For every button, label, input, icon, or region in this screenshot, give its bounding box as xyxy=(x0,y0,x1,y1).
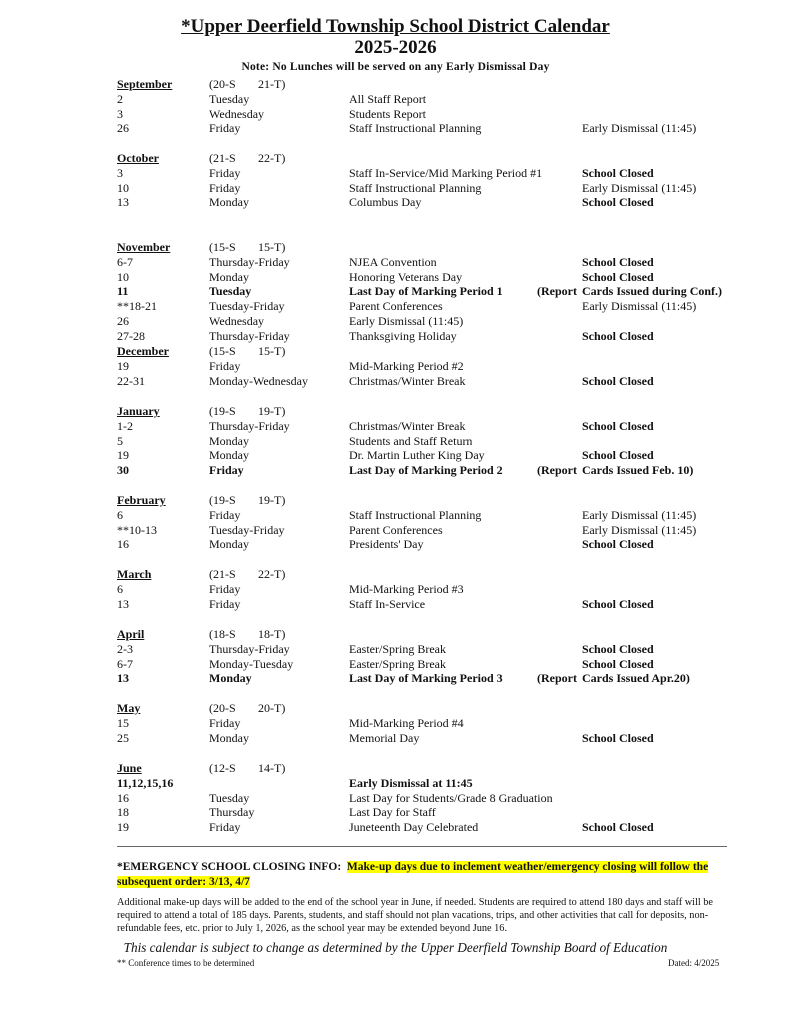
event-weekday: Friday xyxy=(209,165,241,180)
student-days-count: (21-S xyxy=(209,567,236,581)
calendar-row xyxy=(117,359,717,374)
event-weekday: Tuesday xyxy=(209,91,250,106)
event-weekday: Friday xyxy=(209,358,241,373)
month-section-may xyxy=(117,701,717,745)
calendar-row xyxy=(117,523,717,538)
event-weekday: Friday xyxy=(209,596,241,611)
event-description: Early Dismissal (11:45) xyxy=(349,313,464,328)
event-weekday: Tuesday xyxy=(209,284,252,299)
emergency-label: *EMERGENCY SCHOOL CLOSING INFO: xyxy=(117,861,342,873)
event-status: Early Dismissal (11:45) xyxy=(582,522,697,537)
event-status: School Closed xyxy=(582,328,654,343)
event-weekday: Thursday-Friday xyxy=(209,418,290,433)
event-date: **10-13 xyxy=(117,522,157,537)
event-date: 19 xyxy=(117,448,129,463)
event-weekday: Monday xyxy=(209,671,252,686)
event-date: 25 xyxy=(117,730,129,745)
calendar-row xyxy=(117,642,717,657)
event-status: Cards Issued Feb. 10) xyxy=(582,463,694,478)
calendar-row xyxy=(117,805,717,820)
event-description: Parent Conferences xyxy=(349,299,443,314)
event-weekday: Monday xyxy=(209,537,249,552)
month-section-december xyxy=(117,344,717,388)
event-weekday: Friday xyxy=(209,820,241,835)
month-header xyxy=(117,240,717,255)
teacher-days-count: 21-T) xyxy=(258,77,286,91)
month-section-september xyxy=(117,77,717,136)
report-note: (Report xyxy=(537,284,577,299)
divider-line xyxy=(117,846,727,847)
calendar-row xyxy=(117,463,717,478)
event-description: Memorial Day xyxy=(349,730,420,745)
event-weekday: Tuesday xyxy=(209,790,250,805)
event-date: 13 xyxy=(117,195,129,210)
student-days-count: (19-S xyxy=(209,493,236,507)
event-description: Staff In-Service/Mid Marking Period #1 xyxy=(349,165,543,180)
event-description: Mid-Marking Period #4 xyxy=(349,715,464,730)
calendar-row xyxy=(117,776,717,791)
additional-makeup-info: Additional make-up days will be added to the end of the school year in June, if needed. Students are required to attend 180 days and staff will be required to attend a total of 185 days. Parents, students, and staff should not plan vacations, trips, and other activities that call for deposits, non-refundable fees, etc. prior to July 1, 2026, as the school year may be extended beyond June 16. xyxy=(117,897,714,934)
event-description: Christmas/Winter Break xyxy=(349,373,466,388)
month-name: June xyxy=(117,761,142,775)
calendar-row xyxy=(117,270,717,285)
event-date: 13 xyxy=(117,596,129,611)
calendar-row xyxy=(117,716,717,731)
event-date: 26 xyxy=(117,121,129,136)
event-weekday: Monday xyxy=(209,448,249,463)
calendar-row xyxy=(117,434,717,449)
event-description: Columbus Day xyxy=(349,195,422,210)
event-description: Parent Conferences xyxy=(349,522,443,537)
event-weekday: Thursday-Friday xyxy=(209,328,290,343)
event-weekday: Thursday xyxy=(209,805,255,820)
event-status: School Closed xyxy=(582,820,654,835)
emergency-text: Make-up days due to inclement weather/emergency closing will follow the subsequent order: 3/13, 4/7 xyxy=(117,861,709,888)
teacher-days-count: 15-T) xyxy=(258,240,286,254)
calendar-row xyxy=(117,329,717,344)
event-description: Staff Instructional Planning xyxy=(349,180,482,195)
month-header xyxy=(117,701,717,716)
calendar-row xyxy=(117,255,717,270)
report-note: (Report xyxy=(537,463,577,478)
calendar-row xyxy=(117,508,717,523)
event-description: Staff Instructional Planning xyxy=(349,121,482,136)
student-days-count: (15-S xyxy=(209,344,236,358)
teacher-days-count: 14-T) xyxy=(258,761,286,775)
event-description: Students Report xyxy=(349,106,426,121)
student-days-count: (12-S xyxy=(209,761,236,775)
event-date: 30 xyxy=(117,463,129,478)
event-description: Last Day for Students/Grade 8 Graduation xyxy=(349,790,553,805)
event-weekday: Thursday-Friday xyxy=(209,254,290,269)
event-description: Easter/Spring Break xyxy=(349,641,446,656)
month-header xyxy=(117,404,717,419)
event-status: School Closed xyxy=(582,656,654,671)
school-year: 2025-2026 xyxy=(354,37,437,58)
event-status: Early Dismissal (11:45) xyxy=(582,121,697,136)
event-weekday: Monday xyxy=(209,730,249,745)
event-status: School Closed xyxy=(582,596,654,611)
event-date: 10 xyxy=(117,180,129,195)
event-date: 6-7 xyxy=(117,254,133,269)
report-note: (Report xyxy=(537,671,577,686)
month-section-october xyxy=(117,151,717,210)
month-header xyxy=(117,567,717,582)
calendar-row xyxy=(117,820,717,835)
event-description: All Staff Report xyxy=(349,91,427,106)
calendar-row xyxy=(117,195,717,210)
event-weekday: Monday xyxy=(209,269,249,284)
student-days-count: (21-S xyxy=(209,151,236,165)
event-date: 3 xyxy=(117,165,123,180)
event-date: 5 xyxy=(117,433,123,448)
event-description: Thanksgiving Holiday xyxy=(349,328,457,343)
event-status: School Closed xyxy=(582,641,654,656)
month-header xyxy=(117,344,717,359)
event-status: School Closed xyxy=(582,269,654,284)
event-date: 13 xyxy=(117,671,129,686)
month-name: January xyxy=(117,404,160,418)
event-weekday: Friday xyxy=(209,715,241,730)
student-days-count: (20-S xyxy=(209,701,236,715)
calendar-row xyxy=(117,537,717,552)
event-status: School Closed xyxy=(582,254,654,269)
event-status: Cards Issued during Conf.) xyxy=(582,284,723,299)
event-weekday: Monday-Wednesday xyxy=(209,373,309,388)
event-date: 2 xyxy=(117,91,123,106)
month-header xyxy=(117,151,717,166)
event-status: Cards Issued Apr.20) xyxy=(582,671,690,686)
emergency-info xyxy=(117,860,732,890)
calendar-row xyxy=(117,597,717,612)
month-header xyxy=(117,627,717,642)
event-date: 10 xyxy=(117,269,129,284)
student-days-count: (19-S xyxy=(209,404,236,418)
calendar-row xyxy=(117,731,717,746)
event-description: Early Dismissal at 11:45 xyxy=(349,775,473,790)
event-description: Staff Instructional Planning xyxy=(349,507,482,522)
month-name: February xyxy=(117,493,166,507)
event-status: School Closed xyxy=(582,373,654,388)
calendar-row xyxy=(117,166,717,181)
event-weekday: Thursday-Friday xyxy=(209,641,290,656)
event-status: School Closed xyxy=(582,195,654,210)
event-status: Early Dismissal (11:45) xyxy=(582,180,697,195)
month-section-february xyxy=(117,493,717,552)
event-date: 6 xyxy=(117,581,123,596)
event-description: Staff In-Service xyxy=(349,596,426,611)
calendar-row xyxy=(117,92,717,107)
event-weekday: Tuesday-Friday xyxy=(209,522,285,537)
student-days-count: (20-S xyxy=(209,77,236,91)
month-name: November xyxy=(117,240,171,254)
event-description: Easter/Spring Break xyxy=(349,656,446,671)
event-date: 3 xyxy=(117,106,123,121)
event-description: Honoring Veterans Day xyxy=(349,269,463,284)
event-date: 27-28 xyxy=(117,328,145,343)
month-section-march xyxy=(117,567,717,611)
calendar-row xyxy=(117,121,717,136)
calendar-row xyxy=(117,314,717,329)
student-days-count: (18-S xyxy=(209,627,236,641)
event-description: Last Day of Marking Period 2 xyxy=(349,463,503,478)
month-section-january xyxy=(117,404,717,478)
event-date: 26 xyxy=(117,313,129,328)
event-weekday: Friday xyxy=(209,507,241,522)
event-status: School Closed xyxy=(582,448,654,463)
month-section-june xyxy=(117,761,717,835)
event-weekday: Monday xyxy=(209,433,249,448)
calendar-row xyxy=(117,181,717,196)
event-date: 6 xyxy=(117,507,123,522)
event-date: 18 xyxy=(117,805,129,820)
event-status: School Closed xyxy=(582,730,654,745)
event-weekday: Monday-Tuesday xyxy=(209,656,294,671)
month-header xyxy=(117,77,717,92)
month-section-november xyxy=(117,240,723,344)
teacher-days-count: 20-T) xyxy=(258,701,286,715)
event-weekday: Monday xyxy=(209,195,249,210)
event-weekday: Wednesday xyxy=(209,313,265,328)
calendar-row xyxy=(117,284,723,299)
event-date: 19 xyxy=(117,358,129,373)
month-name: May xyxy=(117,701,141,715)
teacher-days-count: 18-T) xyxy=(258,627,286,641)
event-description: Last Day of Marking Period 3 xyxy=(349,671,503,686)
event-date: 16 xyxy=(117,537,129,552)
month-name: October xyxy=(117,151,159,165)
calendar-row xyxy=(117,107,717,122)
disclaimer: This calendar is subject to change as determined by the Upper Deerfield Township Board of Education xyxy=(123,940,668,955)
event-description: Students and Staff Return xyxy=(349,433,473,448)
month-name: September xyxy=(117,77,173,91)
event-status: Early Dismissal (11:45) xyxy=(582,299,697,314)
teacher-days-count: 22-T) xyxy=(258,567,286,581)
event-date: **18-21 xyxy=(117,299,157,314)
event-date: 11,12,15,16 xyxy=(117,775,174,790)
event-date: 1-2 xyxy=(117,418,133,433)
month-header xyxy=(117,761,717,776)
event-weekday: Tuesday-Friday xyxy=(209,299,285,314)
calendar-row xyxy=(117,448,717,463)
event-date: 22-31 xyxy=(117,373,145,388)
event-weekday: Friday xyxy=(209,581,241,596)
event-weekday: Friday xyxy=(209,463,244,478)
event-date: 2-3 xyxy=(117,641,133,656)
event-date: 11 xyxy=(117,284,129,299)
event-weekday: Friday xyxy=(209,121,241,136)
event-description: Dr. Martin Luther King Day xyxy=(349,448,485,463)
calendar-row xyxy=(117,657,717,672)
month-section-april xyxy=(117,627,717,686)
event-weekday: Friday xyxy=(209,180,241,195)
teacher-days-count: 19-T) xyxy=(258,404,286,418)
lunch-note: Note: No Lunches will be served on any Early Dismissal Day xyxy=(241,61,550,73)
event-date: 16 xyxy=(117,790,129,805)
event-description: Mid-Marking Period #2 xyxy=(349,358,464,373)
month-name: December xyxy=(117,344,169,358)
event-description: Last Day of Marking Period 1 xyxy=(349,284,503,299)
calendar-row xyxy=(117,582,717,597)
event-description: Mid-Marking Period #3 xyxy=(349,581,464,596)
student-days-count: (15-S xyxy=(209,240,236,254)
month-name: April xyxy=(117,627,145,641)
event-status: Early Dismissal (11:45) xyxy=(582,507,697,522)
month-name: March xyxy=(117,567,152,581)
event-status: School Closed xyxy=(582,537,654,552)
event-description: Juneteenth Day Celebrated xyxy=(349,820,479,835)
teacher-days-count: 22-T) xyxy=(258,151,286,165)
event-weekday: Wednesday xyxy=(209,106,265,121)
calendar-row xyxy=(117,419,717,434)
event-date: 19 xyxy=(117,820,129,835)
event-description: Last Day for Staff xyxy=(349,805,436,820)
event-date: 15 xyxy=(117,715,129,730)
event-description: Presidents' Day xyxy=(349,537,424,552)
teacher-days-count: 19-T) xyxy=(258,493,286,507)
calendar-row xyxy=(117,374,717,389)
dated-label: Dated: 4/2025 xyxy=(668,958,720,968)
event-description: Christmas/Winter Break xyxy=(349,418,466,433)
event-status: School Closed xyxy=(582,165,654,180)
month-header xyxy=(117,493,717,508)
calendar-row xyxy=(117,299,717,314)
teacher-days-count: 15-T) xyxy=(258,344,286,358)
conference-footnote: ** Conference times to be determined xyxy=(117,958,255,968)
calendar-row xyxy=(117,791,717,806)
event-description: NJEA Convention xyxy=(349,254,437,269)
event-date: 6-7 xyxy=(117,656,133,671)
document-title: *Upper Deerfield Township School District Calendar xyxy=(181,16,610,37)
event-status: School Closed xyxy=(582,418,654,433)
calendar-row xyxy=(117,671,717,686)
